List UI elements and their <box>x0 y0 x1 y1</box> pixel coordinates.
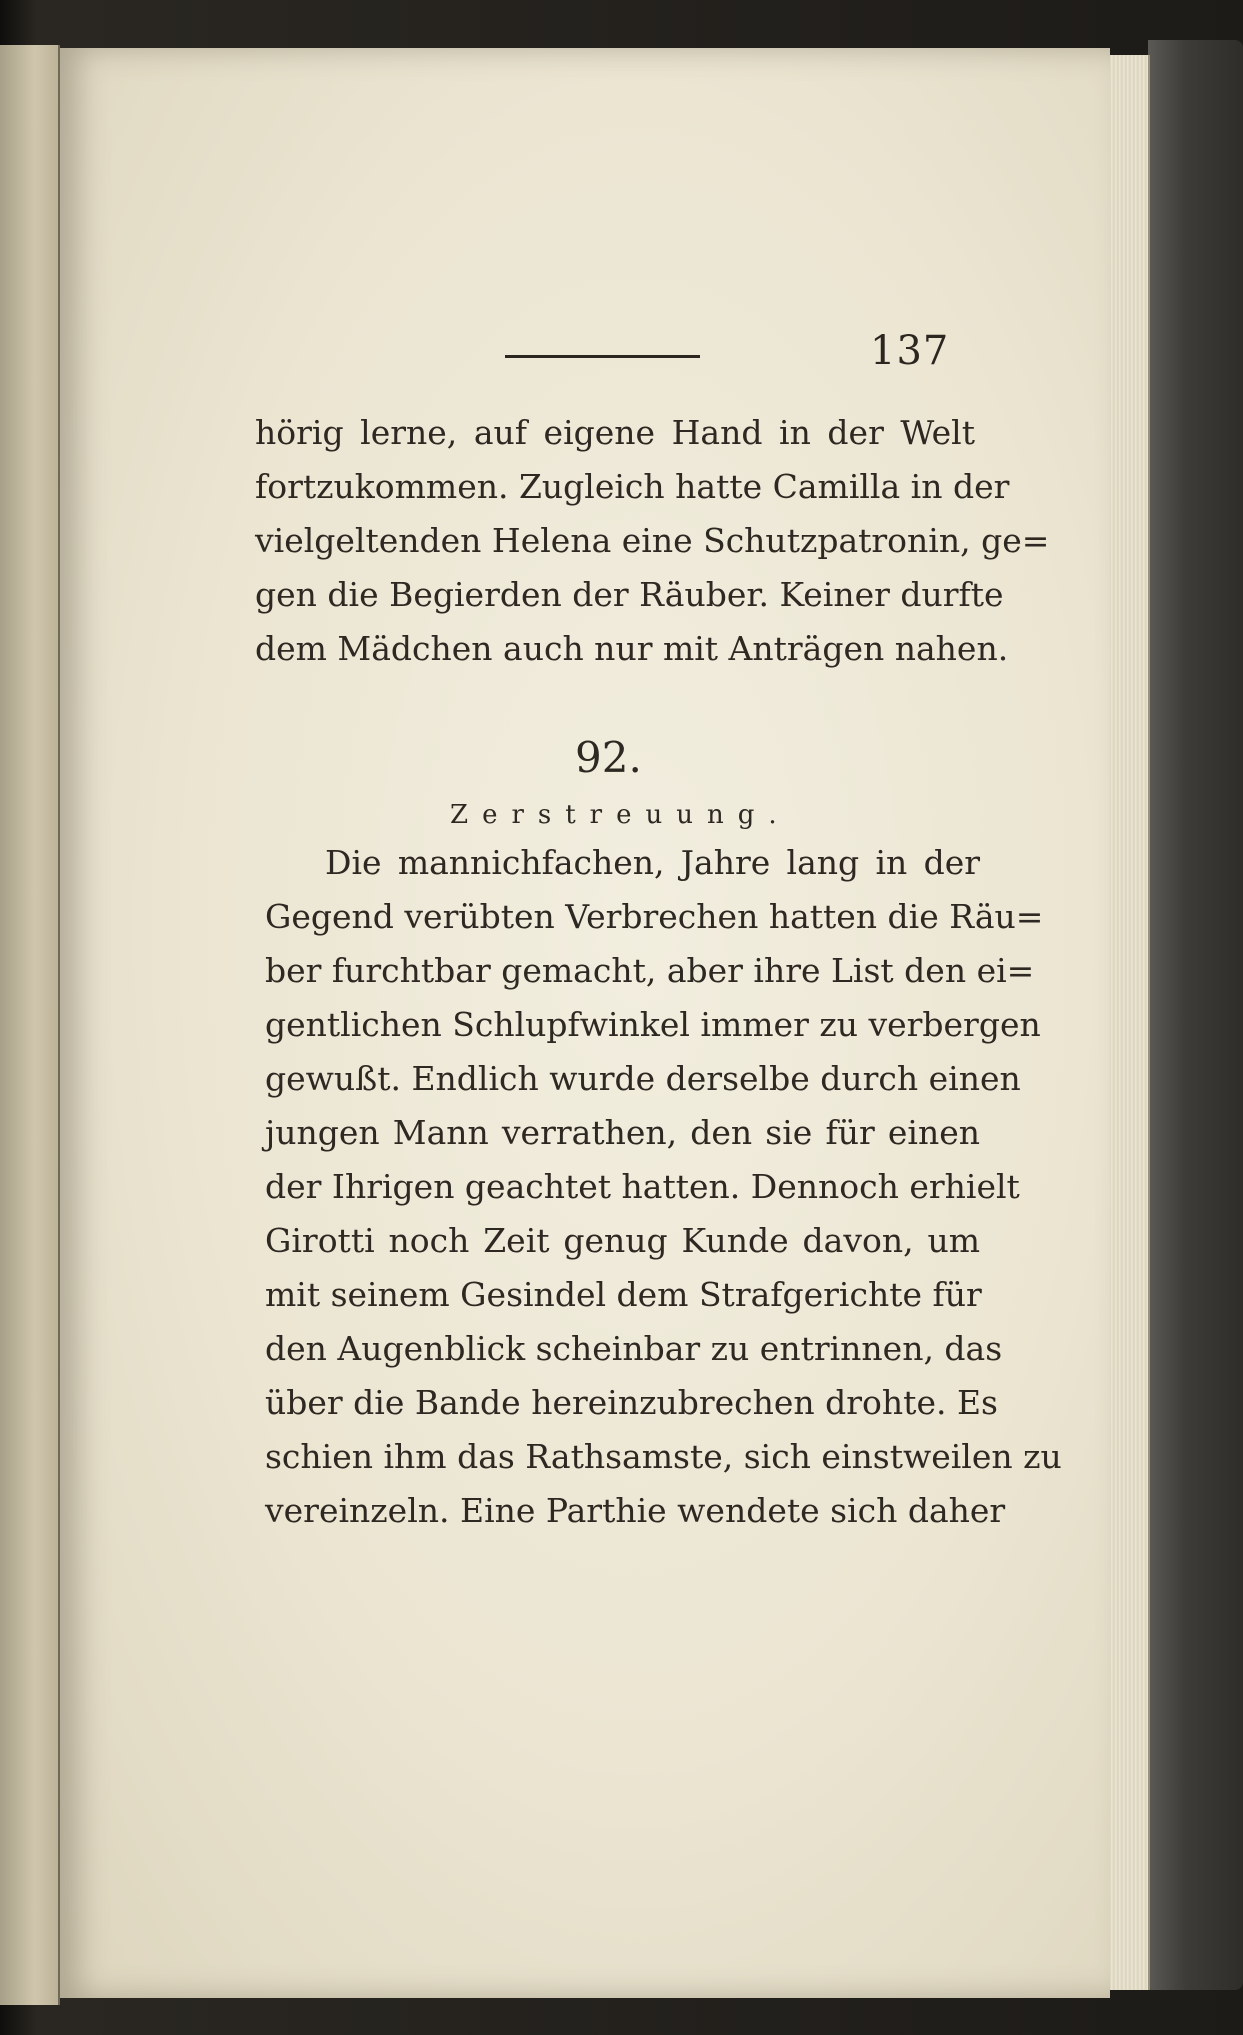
text-line: Die mannichfachen, Jahre lang in der <box>325 843 980 882</box>
book-page <box>60 48 1110 1998</box>
text-line: vereinzeln. Eine Parthie wendete sich daher <box>265 1491 1006 1530</box>
left-page-edge <box>0 45 60 2005</box>
text-line: gen die Begierden der Räuber. Keiner durfte <box>255 575 1004 614</box>
text-line: den Augenblick scheinbar zu entrinnen, das <box>265 1329 1003 1368</box>
text-line: dem Mädchen auch nur mit Anträgen nahen. <box>255 629 1009 668</box>
section-paragraph <box>265 836 1062 1538</box>
section-title: Zerstreuung. <box>450 800 791 830</box>
text-line: vielgeltenden Helena eine Schutzpatronin, ge= <box>255 521 1050 560</box>
text-line: hörig lerne, auf eigene Hand in der Welt <box>255 413 975 452</box>
page-number: 137 <box>870 328 950 374</box>
text-line: schien ihm das Rathsamste, sich einstweilen zu <box>265 1437 1062 1476</box>
paragraph-continuation <box>255 406 1050 676</box>
header-rule <box>505 355 700 358</box>
text-line: fortzukommen. Zugleich hatte Camilla in der <box>255 467 1010 506</box>
text-line: Gegend verübten Verbrechen hatten die Räu= <box>265 897 1044 936</box>
text-line: mit seinem Gesindel dem Strafgerichte für <box>265 1275 982 1314</box>
text-line: gewußt. Endlich wurde derselbe durch einen <box>265 1059 1021 1098</box>
text-line: gentlichen Schlupfwinkel immer zu verbergen <box>265 1005 1041 1044</box>
text-line: Girotti noch Zeit genug Kunde davon, um <box>265 1221 980 1260</box>
text-line: der Ihrigen geachtet hatten. Dennoch erhielt <box>265 1167 1020 1206</box>
book-cover-edge <box>1148 40 1243 1990</box>
text-line: über die Bande hereinzubrechen drohte. Es <box>265 1383 998 1422</box>
text-line: jungen Mann verrathen, den sie für einen <box>265 1113 980 1152</box>
section-number: 92. <box>575 733 642 782</box>
text-line: ber furchtbar gemacht, aber ihre List den ei= <box>265 951 1035 990</box>
